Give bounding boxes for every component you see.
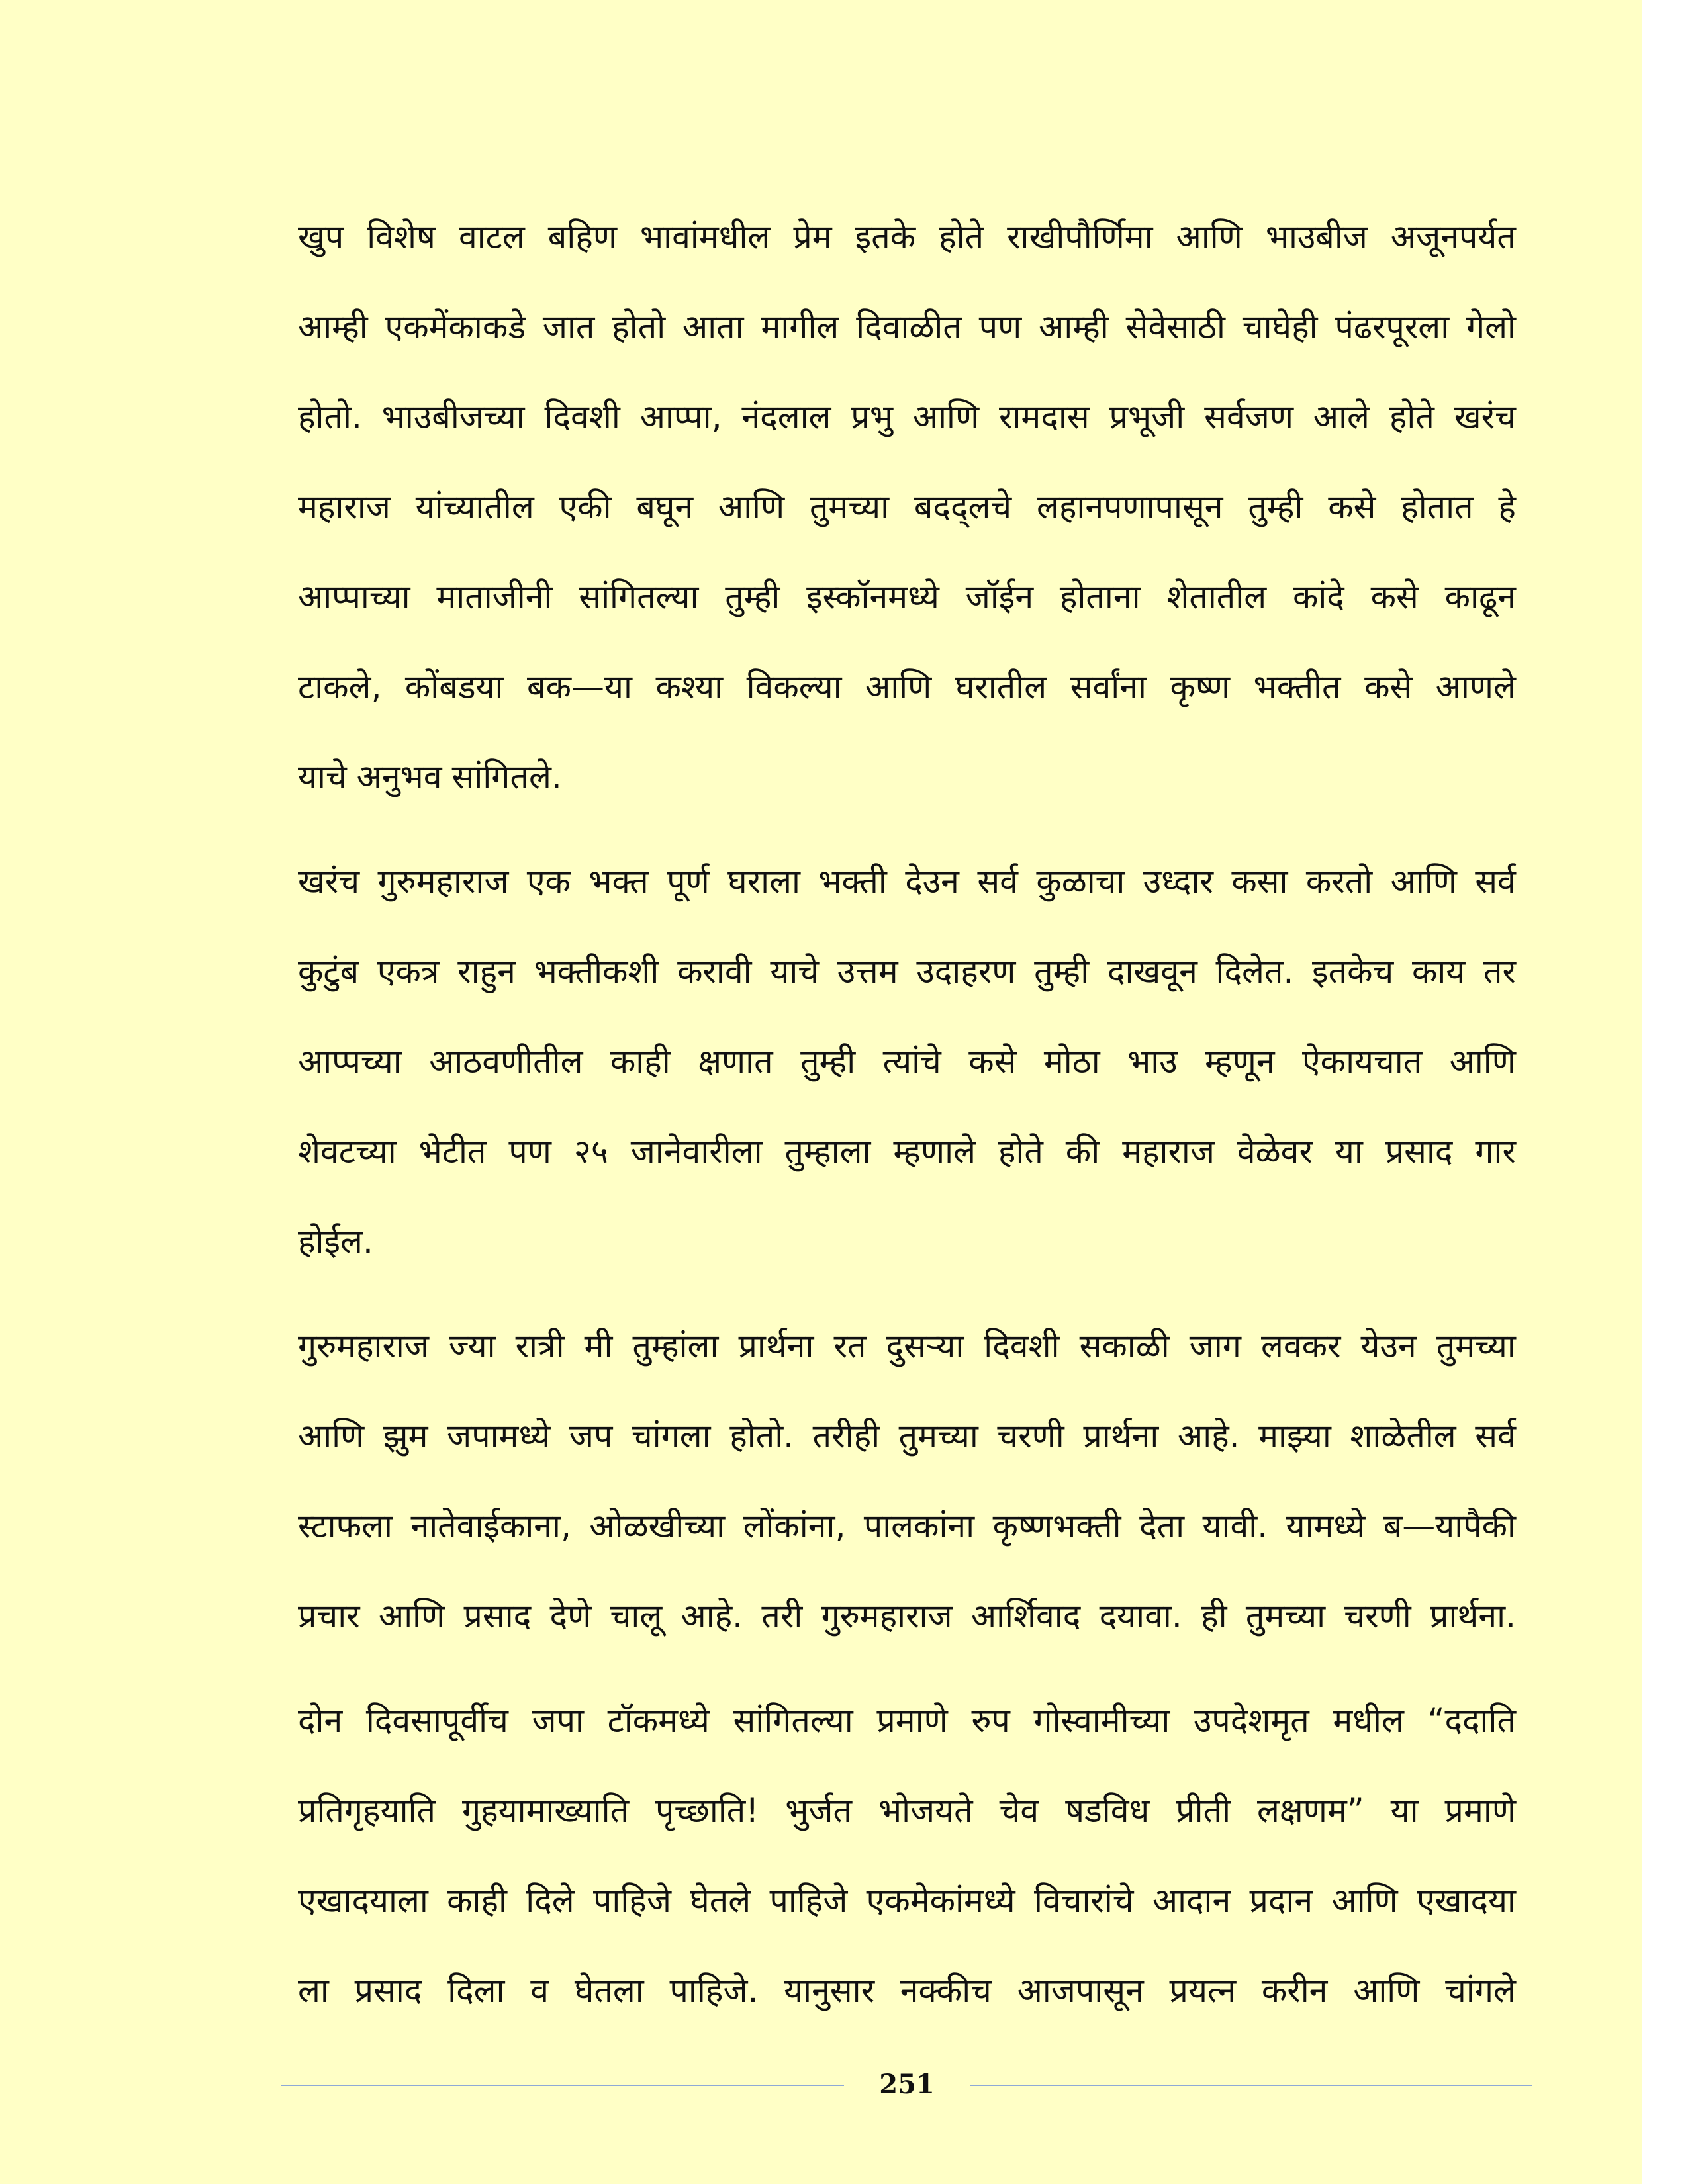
word: व (530, 1972, 549, 2010)
word: रात्री (515, 1327, 565, 1365)
word: भक्तीकशी (534, 952, 659, 991)
word: इतके (855, 218, 916, 256)
text-line (298, 1017, 1516, 1107)
word: याचे (298, 758, 347, 796)
text-line (298, 837, 1516, 927)
word: सर्वांना (1070, 668, 1147, 706)
word: तुमच्या (1245, 1597, 1326, 1635)
word: होतात (1401, 488, 1474, 526)
word: खरंच (1454, 398, 1516, 436)
word: प्रीती (1176, 1792, 1231, 1830)
word: भाउबीजच्या (381, 398, 525, 436)
word: रुप (971, 1702, 1010, 1740)
word: काही (447, 1882, 507, 1920)
word: करतो (1305, 862, 1373, 901)
word: आहे. (680, 1597, 743, 1635)
word: कुळाचा (1036, 862, 1125, 901)
paragraph-2 (298, 837, 1516, 1287)
text-line (298, 1391, 1516, 1481)
word: गेलो (1466, 308, 1516, 346)
word: क्षणात (698, 1042, 773, 1081)
word: एकमेंकाकडे (385, 308, 526, 346)
body-text (298, 192, 1516, 2050)
word: पण (978, 308, 1022, 346)
word: २५ (573, 1132, 608, 1171)
word: तुम्हाला (784, 1132, 871, 1171)
word: जपा (532, 1702, 584, 1740)
word: दयावा. (1099, 1597, 1182, 1635)
word: विकल्या (746, 668, 842, 706)
word: माझ्या (1258, 1417, 1331, 1455)
word: ब—यापैकी (1383, 1507, 1516, 1545)
word: टाकले, (298, 668, 382, 706)
word: होते (939, 218, 984, 256)
word: आणि (912, 398, 980, 436)
word: कसे (968, 1042, 1017, 1081)
word: महाराज (1122, 1132, 1215, 1171)
word: घरातील (955, 668, 1047, 706)
word: आणि (718, 488, 785, 526)
word: आले (1313, 398, 1370, 436)
word: आप्पा, (639, 398, 722, 436)
word: आणि (298, 1417, 365, 1455)
word: विशेष (367, 218, 436, 256)
word: नंदलाल (741, 398, 831, 436)
word: दिवशी (984, 1327, 1060, 1365)
word: भेटीत (418, 1132, 487, 1171)
word: मी (584, 1327, 613, 1365)
word: दोन (298, 1702, 343, 1740)
word: आणि (1176, 218, 1243, 256)
word: ओळखीच्या (589, 1507, 726, 1545)
word: वाटल (458, 218, 525, 256)
word: टॉकमध्ये (607, 1702, 710, 1740)
word: ज्या (448, 1327, 496, 1365)
word: काही (610, 1042, 671, 1081)
word: भाउबीज (1265, 218, 1368, 256)
word: एकमेकांमध्ये (866, 1882, 1015, 1920)
word: म्हणून (1205, 1042, 1275, 1081)
word: पाहिजे (592, 1882, 671, 1920)
word: जात (542, 308, 595, 346)
word: आम्ही (1039, 308, 1109, 346)
word: उपदेशमृत (1193, 1702, 1309, 1740)
word: चांगले (1445, 1972, 1516, 2010)
word: एकत्र (377, 952, 440, 991)
word: प्रमाणे (876, 1702, 948, 1740)
word: काय (1411, 952, 1466, 991)
word: कसा (1231, 862, 1288, 901)
word: चरणी (1344, 1597, 1411, 1635)
text-line (298, 1856, 1516, 1946)
text-line (298, 1766, 1516, 1856)
word: पण (508, 1132, 551, 1171)
page-number: 251 (879, 2069, 935, 2100)
word: भोजयते (878, 1792, 973, 1830)
word: बक—या (527, 668, 632, 706)
word: दिवसापूर्वीच (365, 1702, 508, 1740)
word: अनुभव (356, 758, 442, 796)
word: महाराज (298, 488, 391, 526)
paragraph-3 (298, 1301, 1516, 1661)
word: ला (298, 1972, 329, 2010)
word: देउन (905, 862, 959, 901)
word: तरीही (812, 1417, 880, 1455)
word: यानुसार (784, 1972, 875, 2010)
word: मधील (1333, 1702, 1404, 1740)
word: पूर्ण (667, 862, 710, 901)
word: प्रभु (851, 398, 893, 436)
word: की (1065, 1132, 1100, 1171)
word: होतो. (729, 1417, 794, 1455)
word: आप्पच्या (298, 1042, 402, 1081)
word: इतकेच (1312, 952, 1394, 991)
word: म्हणाले (893, 1132, 976, 1171)
word: या (1335, 1132, 1363, 1171)
word: उत्तम (837, 952, 898, 991)
word: होताना (1059, 578, 1141, 616)
word: शाळेतील (1350, 1417, 1456, 1455)
word: कश्या (655, 668, 724, 706)
word: तुम्ही (1248, 488, 1303, 526)
word: तुमच्या (809, 488, 890, 526)
word: प्रेम (793, 218, 832, 256)
word: वेळेवर (1237, 1132, 1313, 1171)
word: या (1390, 1792, 1419, 1830)
word: “ददाति (1427, 1702, 1516, 1740)
footer-rule-left (281, 2085, 844, 2086)
word: प्रसाद (354, 1972, 422, 2010)
word: गोस्वामीच्या (1033, 1702, 1170, 1740)
word: खुप (298, 218, 344, 256)
word: याचे (770, 952, 820, 991)
text-line (298, 927, 1516, 1017)
word: राहुन (457, 952, 516, 991)
word: शेतातील (1166, 578, 1267, 616)
word: नातेवाईकाना, (410, 1507, 571, 1545)
word: भक्तीत (1253, 668, 1341, 706)
text-line (298, 1946, 1516, 2036)
word: आणि (1449, 1042, 1516, 1081)
word: सकाळी (1079, 1327, 1170, 1365)
word: जाग (1189, 1327, 1241, 1365)
word: मागील (761, 308, 839, 346)
word: कसे (1364, 668, 1413, 706)
text-line (298, 462, 1516, 552)
word: कसे (1370, 578, 1419, 616)
word: सर्वजण (1204, 398, 1293, 436)
word: तुमच्या (898, 1417, 978, 1455)
word: तुम्ही (800, 1042, 856, 1081)
word: अजूनपर्यत (1390, 218, 1516, 256)
page-right-margin (1642, 0, 1688, 2184)
text-line (298, 282, 1516, 372)
word: दाखवून (1107, 952, 1197, 991)
word: चरणी (997, 1417, 1064, 1455)
word: बदद्लचे (914, 488, 1012, 526)
text-line (298, 372, 1516, 462)
word: त्यांचे (882, 1042, 941, 1081)
word: दुसऱ्या (886, 1327, 964, 1365)
word: गुरुमहाराज (377, 862, 509, 901)
word: लहानपणापासून (1036, 488, 1223, 526)
word: होतो. (298, 398, 362, 436)
page-footer (281, 2065, 1532, 2105)
word: गार (1475, 1132, 1516, 1171)
word: बघून (636, 488, 694, 526)
word: आहे. (1177, 1417, 1240, 1455)
word: जप (569, 1417, 613, 1455)
word: लक्षणम” (1256, 1792, 1364, 1830)
word: एखादयाला (298, 1882, 428, 1920)
word: बहिण (547, 218, 617, 256)
word: आदान (1152, 1882, 1231, 1920)
word: आणि (1353, 1972, 1420, 2010)
word: भक्त (588, 862, 649, 901)
word: यांच्यातील (415, 488, 534, 526)
word: देणे (549, 1597, 592, 1635)
word: स्टाफला (298, 1507, 393, 1545)
word: आणि (865, 668, 932, 706)
word: जपामध्ये (447, 1417, 551, 1455)
word: शेवटच्या (298, 1132, 397, 1171)
word: प्रदान (1249, 1882, 1313, 1920)
word: होते (1389, 398, 1434, 436)
word: चाघेही (1242, 308, 1318, 346)
word: देता (1139, 1507, 1185, 1545)
word: प्रतिगृहयाति (298, 1792, 436, 1830)
word: षडविध (1065, 1792, 1150, 1830)
word: तुमच्या (1436, 1327, 1516, 1365)
word: आणि (378, 1597, 445, 1635)
word: पाहिजे. (669, 1972, 759, 2010)
word: आर्शिवाद (970, 1597, 1081, 1635)
word: खरंच (298, 862, 360, 901)
word: यामध्ये (1286, 1507, 1366, 1545)
word: राखीपौर्णिमा (1007, 218, 1153, 256)
word: भुर्जत (785, 1792, 853, 1830)
word: चालू (610, 1597, 663, 1635)
word: काढून (1444, 578, 1516, 616)
word: आम्ही (298, 308, 368, 346)
word: प्रयत्न (1169, 1972, 1237, 2010)
word: सेवेसाठी (1125, 308, 1226, 346)
word: घराला (727, 862, 800, 901)
text-line (298, 642, 1516, 732)
word: उदाहरण (916, 952, 1016, 991)
word: लवकर (1260, 1327, 1341, 1365)
text-line (298, 732, 1516, 822)
word: ऐकायचात (1302, 1042, 1423, 1081)
word: इस्कॉनमध्ये (806, 578, 939, 616)
word: आजपासून (1017, 1972, 1144, 2010)
word: प्रार्थना (1083, 1417, 1159, 1455)
word: पृच्छाति! (655, 1792, 759, 1830)
word: सांगितल्या (579, 578, 699, 616)
text-line (298, 1676, 1516, 1766)
word: प्रसाद (463, 1597, 532, 1635)
word: चेव (999, 1792, 1039, 1830)
text-line (298, 1107, 1516, 1197)
word: पाहिजे (769, 1882, 848, 1920)
word: आणले (1435, 668, 1516, 706)
footer-rule-right (970, 2085, 1532, 2086)
word: चांगला (631, 1417, 711, 1455)
word: गुरुमहाराज (298, 1327, 429, 1365)
word: कृष्ण (1170, 668, 1231, 706)
word: झुम (383, 1417, 428, 1455)
word: जॉईन (965, 578, 1034, 616)
word: तर (1483, 952, 1516, 991)
word: भावांमधील (639, 218, 771, 256)
word: तुम्ही (1034, 952, 1090, 991)
word: होतो (612, 308, 666, 346)
word: कोंबडया (404, 668, 504, 706)
word: दिला (447, 1972, 505, 2010)
text-line (298, 192, 1516, 282)
word: सर्व (1475, 862, 1516, 901)
word: एकी (559, 488, 612, 526)
word: तुम्ही (725, 578, 780, 616)
word: होते (998, 1132, 1043, 1171)
text-line (298, 1197, 1516, 1287)
word: दिवाळीत (856, 308, 962, 346)
word: एक (526, 862, 571, 901)
word: कुटुंब (298, 952, 359, 991)
word: रामदास (999, 398, 1090, 436)
word: प्रार्थना (738, 1327, 814, 1365)
word: तरी (761, 1597, 803, 1635)
word: प्रार्थना. (1430, 1597, 1516, 1635)
word: एखादया (1416, 1882, 1516, 1920)
word: कांदे (1292, 578, 1344, 616)
word: नक्कीच (900, 1972, 992, 2010)
word: जानेवारीला (630, 1132, 763, 1171)
word: उध्दार (1143, 862, 1213, 901)
word: घेतले (690, 1882, 751, 1920)
word: सांगितल्या (733, 1702, 853, 1740)
word: करीन (1261, 1972, 1328, 2010)
word: रत (833, 1327, 867, 1365)
word: गुरुमहाराज (821, 1597, 953, 1635)
word: आप्पाच्या (298, 578, 410, 616)
word: पंढरपूरला (1335, 308, 1450, 346)
word: ही (1201, 1597, 1227, 1635)
text-line (298, 1571, 1516, 1661)
word: प्रमाणे (1444, 1792, 1516, 1830)
word: तुम्हांला (632, 1327, 719, 1365)
paragraph-4 (298, 1676, 1516, 2036)
word: दिले (526, 1882, 575, 1920)
word: करावी (677, 952, 752, 991)
word: प्रचार (298, 1597, 360, 1635)
word: विचारांचे (1033, 1882, 1134, 1920)
word: भक्ती (818, 862, 887, 901)
word: यावी. (1202, 1507, 1268, 1545)
word: पालकांना (863, 1507, 975, 1545)
word: हे (1498, 488, 1516, 526)
word: घेतला (574, 1972, 644, 2010)
word: आणि (1390, 862, 1457, 901)
word: सर्व (1475, 1417, 1516, 1455)
text-line (298, 552, 1516, 642)
word: कृष्णभक्ती (992, 1507, 1121, 1545)
text-line (298, 1301, 1516, 1391)
word: लोंकांना, (743, 1507, 846, 1545)
word: मोठा (1043, 1042, 1100, 1081)
word: भाउ (1127, 1042, 1178, 1081)
paragraph-1 (298, 192, 1516, 822)
text-line (298, 1481, 1516, 1571)
word: प्रभूजी (1109, 398, 1185, 436)
word: आठवणीतील (429, 1042, 583, 1081)
word: सर्व (977, 862, 1018, 901)
word: होईल. (298, 1222, 373, 1261)
word: आणि (1331, 1882, 1398, 1920)
word: दिवशी (544, 398, 620, 436)
word: येउन (1360, 1327, 1417, 1365)
word: आता (682, 308, 744, 346)
word: कसे (1328, 488, 1376, 526)
word: प्रसाद (1385, 1132, 1453, 1171)
word: दिलेत. (1215, 952, 1294, 991)
word: गुहयामाख्याति (461, 1792, 630, 1830)
word: सांगितले. (451, 758, 562, 796)
word: माताजीनी (436, 578, 553, 616)
